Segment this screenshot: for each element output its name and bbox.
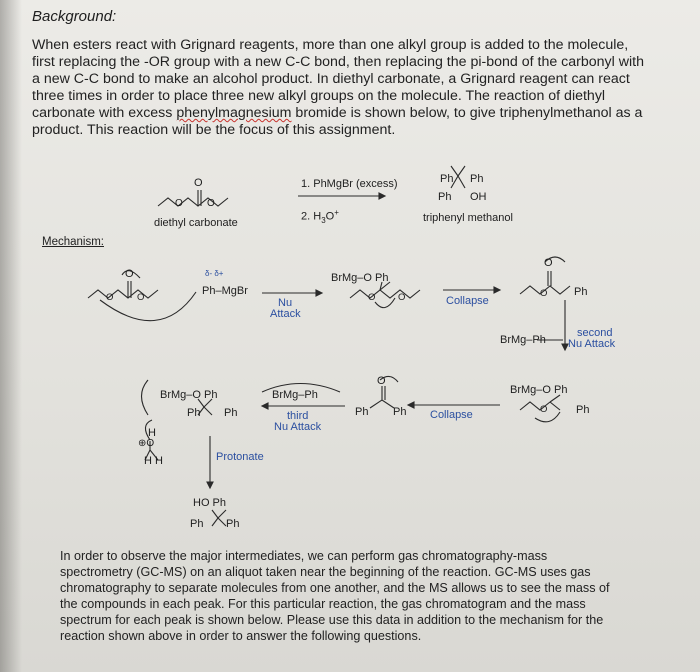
- benzophenone-ph1: Ph: [355, 406, 369, 418]
- second-nu-attack: Nu Attack: [568, 338, 616, 350]
- product-oh: OH: [470, 191, 487, 203]
- nu-label: Nu: [278, 297, 293, 309]
- gcms-paragraph: In order to observe the major intermediates, we can perform gas chromatography-mass spectrometry (GC-MS) on an aliquot taken near the beginning of the reaction. GC-MS uses gas chromatography to separate molecules from one another, and the MS allows us to see the mass of the compounds in each peak. For this particular reaction, the gas chromatogram and the mass spectrum for each peak is shown below. Please use this data in addition to the mechanism for the reaction shown above in order to answer the following questions.: [60, 549, 610, 643]
- third-nu-attack: Nu Attack: [274, 421, 322, 433]
- benzophenone-ph2: Ph: [393, 406, 407, 418]
- final-top: HO Ph: [193, 497, 227, 509]
- alkoxide-ph2: Ph: [224, 407, 238, 419]
- int1-o2: O: [398, 292, 406, 303]
- reactant-label: diethyl carbonate: [154, 217, 238, 229]
- intermediate2-ph: Ph: [576, 404, 590, 416]
- intermediate2-top: BrMg–O Ph: [510, 384, 568, 396]
- benzophenone-o: O: [377, 375, 386, 387]
- ketone-ester-o: O: [540, 288, 548, 299]
- ether-oxygen-1: O: [175, 198, 183, 209]
- hydronium-h: H: [148, 427, 156, 439]
- grignard-reagent-2: BrMg–Ph: [500, 334, 546, 346]
- ether-oxygen-2: O: [207, 198, 215, 209]
- product-ph-1: Ph: [440, 173, 454, 185]
- final-ph2: Ph: [226, 518, 240, 530]
- collapse-label-2: Collapse: [430, 409, 473, 421]
- carbonate-mech-skeleton: [88, 290, 158, 298]
- int2-o: O: [540, 404, 548, 415]
- hydronium-o: ⊕O: [138, 438, 155, 449]
- ketone-ph: Ph: [574, 286, 588, 298]
- collapse-label-1: Collapse: [446, 295, 489, 307]
- benzophenone-skeleton: [370, 400, 394, 408]
- reagent-step-2: 2. $H_3O^+$: [301, 208, 339, 225]
- section-heading: Background:: [32, 8, 117, 25]
- product-ph-3: Ph: [438, 191, 452, 203]
- grignard-reagent-1: Ph–MgBr: [202, 285, 248, 297]
- grignard-reagent-3: BrMg–Ph: [272, 389, 318, 401]
- product-ph-2: Ph: [470, 173, 484, 185]
- intermediate1-top: BrMg–O Ph: [331, 272, 389, 284]
- product-label: triphenyl methanol: [423, 212, 513, 224]
- hydronium-hh: H H: [144, 455, 163, 467]
- final-ph1: Ph: [190, 518, 204, 530]
- partial-charges: δ- δ+: [205, 269, 224, 278]
- carbonyl-oxygen: O: [194, 177, 203, 189]
- int1-o1: O: [368, 292, 376, 303]
- diethyl-carbonate-skeleton: [158, 198, 228, 206]
- alkoxide-ph1: Ph: [187, 407, 201, 419]
- third-label: third: [287, 410, 309, 422]
- mechanism-title: Mechanism:: [42, 236, 104, 248]
- ketone-o: O: [544, 257, 553, 269]
- mech-ether-o2: O: [137, 292, 145, 303]
- intermediate1-skeleton: [350, 290, 420, 298]
- intro-text-before: When esters react with Grignard reagents, more than one alkyl group is added to the molecule, first replacing the -OR group with a new C-C bond, then replacing the pi-bond of the carbonyl with a new C-C bond to make an alcohol product. In diethyl carbonate, a Grignard reagent can react three times in order to place three new alkyl groups on the molecule. The reaction of diethyl carbonate with excess: [32, 37, 644, 121]
- second-label: second: [577, 327, 613, 339]
- intro-text-after: bromide is shown below, to give triphenylmethanol as a product. This reaction will be the focus of this assignment.: [32, 105, 643, 138]
- attack-label: Attack: [270, 308, 301, 320]
- mech-ether-o1: O: [106, 292, 114, 303]
- misspelled-word: phenylmagnesium: [176, 105, 292, 121]
- protonate-label: Protonate: [216, 451, 264, 463]
- reagent-step-1: 1. PhMgBr (excess): [301, 178, 398, 190]
- alkoxide-top: BrMg–O Ph: [160, 389, 218, 401]
- mech-carbonyl-o: O: [125, 268, 134, 280]
